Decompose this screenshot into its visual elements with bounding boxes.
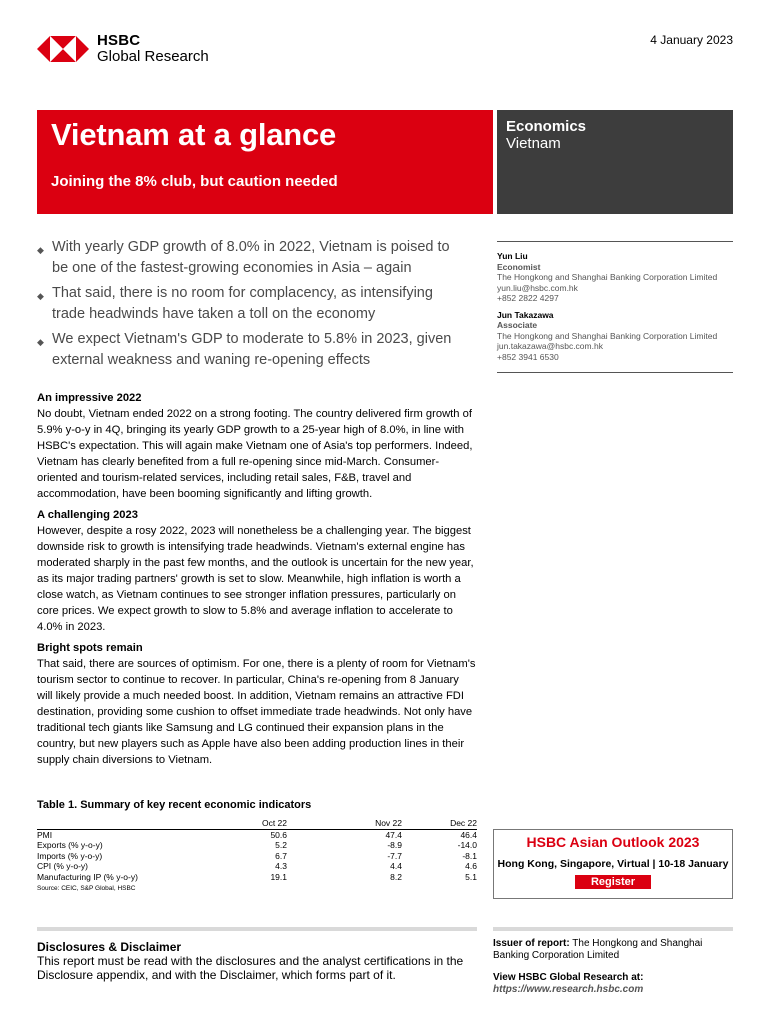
analyst-role: Associate bbox=[497, 320, 538, 330]
report-date: 4 January 2023 bbox=[650, 33, 733, 47]
table-row bbox=[37, 872, 477, 883]
analyst-company: The Hongkong and Shanghai Banking Corporation Limited bbox=[497, 272, 718, 282]
disclosure-section bbox=[37, 940, 477, 982]
sector-box bbox=[497, 110, 733, 214]
analyst-card bbox=[497, 310, 733, 363]
event-details: Hong Kong, Singapore, Virtual | 10-18 January bbox=[497, 858, 729, 870]
analyst-email[interactable]: jun.takazawa@hsbc.com.hk bbox=[497, 341, 603, 351]
table-cell: 5.2 bbox=[275, 840, 287, 850]
row-label: CPI (% y-o-y) bbox=[37, 861, 88, 871]
column-header: Nov 22 bbox=[287, 818, 402, 829]
disclosure-text: This report must be read with the disclosures and the analyst certifications in the Disclosure appendix, and with the Disclaimer, which forms part of it. bbox=[37, 954, 464, 982]
report-subtitle: Joining the 8% club, but caution needed bbox=[51, 173, 338, 190]
hsbc-hexagon-icon bbox=[37, 36, 89, 62]
section-paragraph: However, despite a rosy 2022, 2023 will nonetheless be a challenging year. The biggest downside risk to growth is intensifying trade headwinds. Vietnam's external engine has moderated sharply in the past few months, and the outlook is uncertain for the new year, as its major trading partners' growth is set to slow. Meanwhile, high inflation is worth a close watch, as Vietnam continues to see stronger inflation pressures, particularly on core prices. We expect growth to slow to 5.8% and average inflation to accelerate to 4.0% in 2023. bbox=[37, 525, 474, 633]
analyst-role: Economist bbox=[497, 261, 541, 272]
table-cell: 19.1 bbox=[270, 871, 287, 882]
table-title: Table 1. Summary of key recent economic indicators bbox=[37, 799, 312, 811]
section-heading: A challenging 2023 bbox=[37, 509, 138, 521]
key-point: ◆ That said, there is no room for complacency, as intensifying trade headwinds have taken a toll on the economy bbox=[37, 285, 433, 322]
key-point: ◆ With yearly GDP growth of 8.0% in 2022, Vietnam is poised to be one of the fastest-growing economies in Asia – again bbox=[37, 239, 450, 276]
analyst-card bbox=[497, 251, 733, 304]
table-cell: 46.4 bbox=[460, 829, 477, 840]
country-label: Vietnam bbox=[506, 135, 561, 152]
table-header-row bbox=[37, 818, 477, 829]
table-cell: 5.1 bbox=[465, 871, 477, 882]
section-paragraph: That said, there are sources of optimism. For one, there is a plenty of room for Vietnam's tourism sector to continue to recover. In particular, China's re-opening from 8 January will likely provide a much needed boost. In addition, Vietnam remains an attractive FDI destination, providing some cushion to offset immediate trade headwinds. Not only have traditional tech giants like Samsung and LG continued their expansion plans in the country, but new players such as Apple have also been adding production lines in their supply chain diversions to Vietnam. bbox=[37, 658, 476, 766]
analyst-company: The Hongkong and Shanghai Banking Corporation Limited bbox=[497, 330, 718, 341]
table-cell: -7.7 bbox=[387, 850, 402, 861]
event-title: HSBC Asian Outlook 2023 bbox=[526, 834, 700, 850]
hero-banner bbox=[37, 110, 493, 214]
logo-brand: HSBC bbox=[97, 32, 141, 49]
table-cell: 4.6 bbox=[465, 861, 477, 871]
diamond-bullet-icon: ◆ bbox=[37, 291, 44, 301]
column-header: Oct 22 bbox=[187, 818, 287, 829]
column-header bbox=[37, 818, 187, 829]
indicator-table-section bbox=[37, 799, 477, 892]
event-promo-box bbox=[493, 829, 733, 899]
key-points-list bbox=[37, 237, 457, 375]
key-point: ◆ We expect Vietnam's GDP to moderate to 5.8% in 2023, given external weakness and waning re-opening effects bbox=[37, 331, 452, 368]
table-cell: -8.1 bbox=[462, 850, 477, 861]
diamond-bullet-icon: ◆ bbox=[37, 245, 44, 255]
disclosure-heading: Disclosures & Disclaimer bbox=[37, 940, 182, 954]
table-row bbox=[37, 840, 477, 851]
row-label: Imports (% y-o-y) bbox=[37, 850, 103, 861]
table-cell: 47.4 bbox=[385, 829, 402, 840]
logo-sub-brand: Global Research bbox=[97, 48, 209, 65]
body-text bbox=[37, 390, 477, 773]
analyst-name: Yun Liu bbox=[497, 251, 528, 261]
table-source: Source: CEIC, S&P Global, HSBC bbox=[37, 885, 136, 892]
indicator-table bbox=[37, 818, 477, 882]
table-row bbox=[37, 851, 477, 862]
view-research-label: View HSBC Global Research at: bbox=[493, 972, 644, 983]
research-website-link[interactable]: https://www.research.hsbc.com bbox=[493, 984, 644, 995]
analyst-name: Jun Takazawa bbox=[497, 309, 554, 320]
table-row bbox=[37, 829, 477, 840]
table-cell: 8.2 bbox=[390, 871, 402, 882]
table-cell: 4.4 bbox=[390, 861, 402, 871]
diamond-bullet-icon: ◆ bbox=[37, 337, 44, 347]
column-header: Dec 22 bbox=[402, 818, 477, 829]
table-cell: 6.7 bbox=[275, 850, 287, 861]
row-label: Manufacturing IP (% y-o-y) bbox=[37, 871, 138, 882]
section-divider bbox=[37, 927, 477, 931]
row-label: Exports (% y-o-y) bbox=[37, 840, 103, 850]
table-cell: 4.3 bbox=[275, 861, 287, 871]
table-cell: 50.6 bbox=[270, 829, 287, 840]
row-label: PMI bbox=[37, 829, 53, 840]
section-paragraph: No doubt, Vietnam ended 2022 on a strong footing. The country delivered firm growth of 5.9% y-o-y in 4Q, bringing its yearly GDP growth to a 25-year high of 8.0%, in line with HSBC's expectation. This will again make Vietnam one of Asia's top performers. Indeed, Vietnam has clearly benefited from a full re-opening since mid-March. Consumer-oriented and tourism-related services, including retail sales, F&B, travel and accommodation, have been booming significantly and lifting growth. bbox=[37, 408, 473, 500]
issuer-section bbox=[493, 938, 733, 996]
section-divider bbox=[493, 927, 733, 931]
table-row bbox=[37, 861, 477, 872]
issuer-value: The Hongkong and Shanghai Banking Corporation Limited bbox=[493, 938, 703, 961]
hsbc-logo bbox=[37, 33, 209, 64]
issuer-label: Issuer of report: bbox=[493, 938, 570, 949]
analyst-email[interactable]: yun.liu@hsbc.com.hk bbox=[497, 282, 578, 293]
sector-label: Economics bbox=[506, 118, 587, 135]
report-title: Vietnam at a glance bbox=[51, 117, 337, 152]
table-cell: -8.9 bbox=[387, 840, 402, 850]
table-cell: -14.0 bbox=[457, 840, 477, 850]
analyst-phone: +852 2822 4297 bbox=[497, 293, 559, 303]
section-heading: An impressive 2022 bbox=[37, 392, 142, 404]
section-heading: Bright spots remain bbox=[37, 642, 143, 654]
analyst-phone: +852 3941 6530 bbox=[497, 351, 559, 362]
register-button[interactable]: Register bbox=[575, 875, 651, 889]
analyst-panel bbox=[497, 241, 733, 373]
